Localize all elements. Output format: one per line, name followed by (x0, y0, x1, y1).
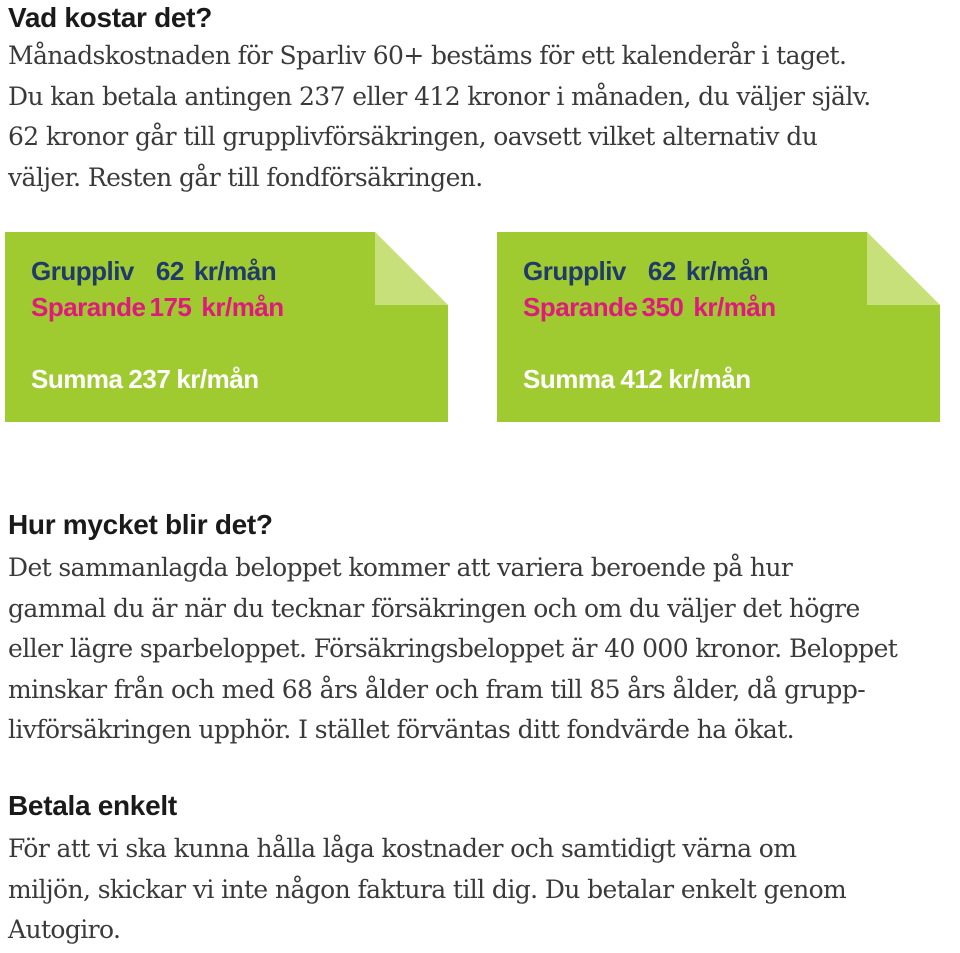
page-fold-icon (375, 232, 448, 305)
gruppliv-amount: 62 (155, 256, 184, 286)
paragraph-line: Månadskostnaden för Sparliv 60+ bestäms för ett kalenderår i taget. (8, 41, 847, 70)
paragraph-line: miljön, skickar vi inte någon faktura till dig. Du betalar enkelt genom (8, 874, 847, 904)
paragraph-line: För att vi ska kunna hålla låga kostnader och samtidigt värna om (8, 834, 797, 863)
summa-unit: kr/mån (668, 364, 751, 394)
page-fold-icon (867, 232, 940, 305)
sparande-amount: 350 (641, 292, 684, 322)
paragraph-line: 62 kronor går till grupplivförsäkringen, oavsett vilket alternativ du (8, 122, 818, 152)
summa-label: Summa (523, 364, 615, 394)
section-paragraph-amount (8, 548, 958, 751)
gruppliv-unit: kr/mån (685, 256, 769, 286)
section-paragraph-payment (8, 829, 958, 951)
summa-unit: kr/mån (176, 364, 259, 394)
sparande-amount: 175 (149, 292, 192, 322)
gruppliv-label: Gruppliv (31, 256, 134, 286)
paragraph-line: livförsäkringen upphör. I stället förväntas ditt fondvärde ha ökat. (8, 715, 795, 745)
section-heading-payment: Betala enkelt (8, 790, 177, 821)
paragraph-line: Autogiro. (8, 915, 121, 945)
gruppliv-unit: kr/mån (193, 256, 277, 286)
paragraph-line: Det sammanlagda beloppet kommer att variera beroende på hur (8, 553, 793, 582)
paragraph-line: gammal du är när du tecknar försäkringen och om du väljer det högre (8, 593, 860, 623)
sparande-unit: kr/mån (693, 292, 776, 322)
summa-row (523, 364, 751, 395)
sparande-label: Sparande (523, 292, 638, 322)
gruppliv-row (523, 256, 768, 287)
price-card-low (5, 232, 448, 422)
gruppliv-amount: 62 (647, 256, 676, 286)
sparande-row (31, 292, 284, 323)
price-card-high (497, 232, 940, 422)
paragraph-line: eller lägre sparbeloppet. Försäkringsbeloppet är 40 000 kronor. Beloppet (8, 634, 898, 664)
gruppliv-label: Gruppliv (523, 256, 626, 286)
section-paragraph-cost (8, 36, 958, 198)
paragraph-line: Du kan betala antingen 237 eller 412 kronor i månaden, du väljer själv. (8, 81, 871, 111)
section-heading-amount: Hur mycket blir det? (8, 509, 273, 540)
paragraph-line: väljer. Resten går till fondförsäkringen. (8, 162, 483, 192)
summa-row (31, 364, 259, 395)
sparande-row (523, 292, 776, 323)
gruppliv-row (31, 256, 276, 287)
summa-amount: 237 (128, 364, 171, 394)
sparande-label: Sparande (31, 292, 146, 322)
sparande-unit: kr/mån (201, 292, 284, 322)
summa-amount: 412 (620, 364, 663, 394)
section-heading-cost: Vad kostar det? (8, 2, 213, 33)
paragraph-line: minskar från och med 68 års ålder och fram till 85 års ålder, då grupp- (8, 674, 866, 704)
summa-label: Summa (31, 364, 123, 394)
